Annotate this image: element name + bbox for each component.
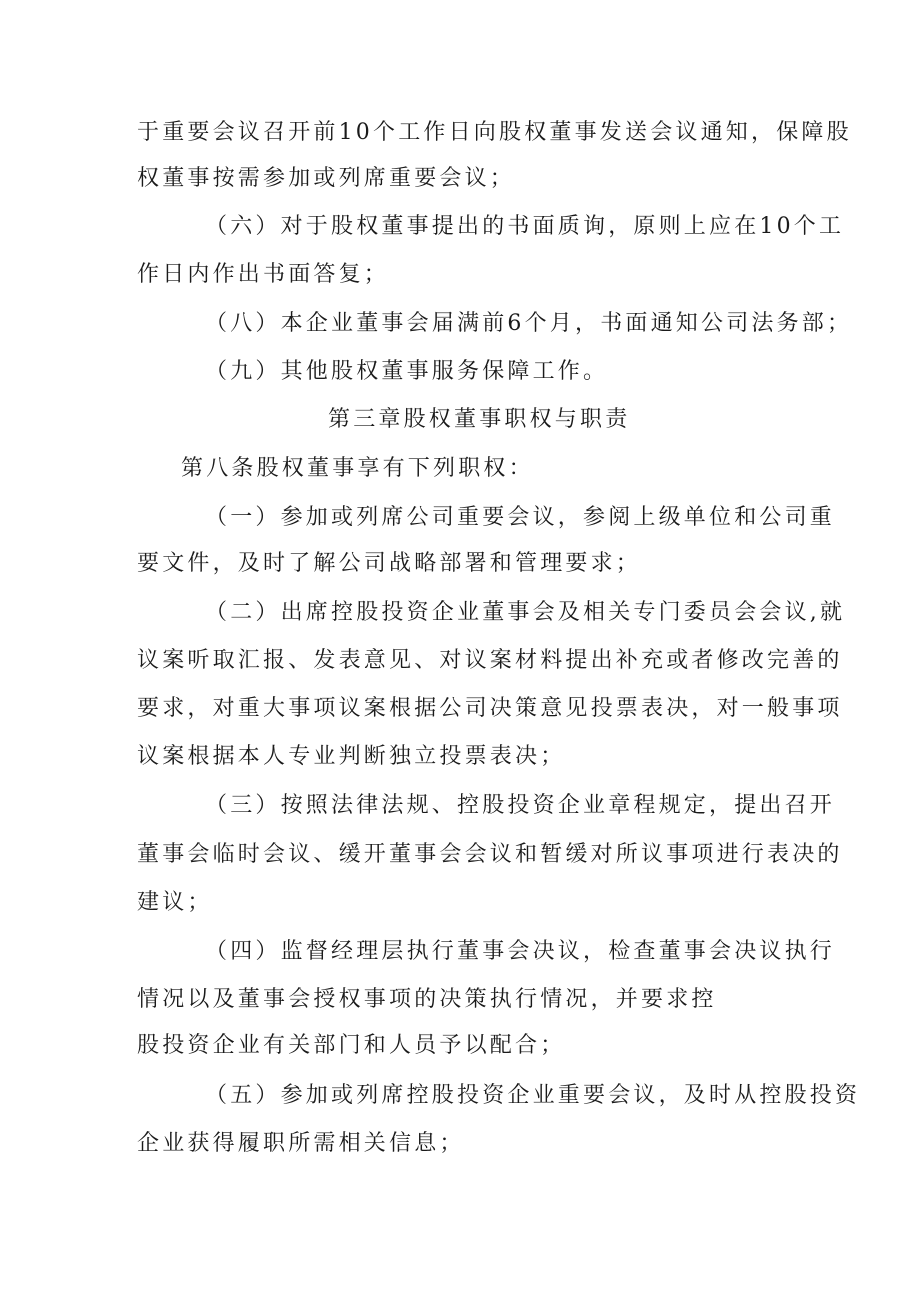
item-three-line-3: 建议； xyxy=(137,890,213,915)
item-four-line-2: 情况以及董事会授权事项的决策执行情况，并要求控 xyxy=(137,987,717,1012)
paragraph-line-2: 权董事按需参加或列席重要会议； xyxy=(137,166,516,191)
item-one-line-2: 要文件，及时了解公司战略部署和管理要求； xyxy=(137,551,642,576)
item-six-line-1: （六）对于股权董事提出的书面质询，原则上应在10个工 xyxy=(205,214,845,239)
item-five-line-1: （五）参加或列席控股投资企业重要会议，及时从控股投资 xyxy=(205,1083,861,1108)
item-two-line-2: 议案听取汇报、发表意见、对议案材料提出补充或者修改完善的 xyxy=(137,648,843,673)
item-five-line-2: 企业获得履职所需相关信息； xyxy=(137,1131,465,1156)
item-one-line-1: （一）参加或列席公司重要会议，参阅上级单位和公司重 xyxy=(205,505,836,530)
item-two-line-3: 要求，对重大事项议案根据公司决策意见投票表决，对一般事项 xyxy=(137,696,843,721)
chapter-heading: 第三章股权董事职权与职责 xyxy=(328,407,631,432)
paragraph-line-1: 于重要会议召开前10个工作日向股权董事发送会议通知，保障股 xyxy=(137,120,852,145)
article-heading: 第八条股权董事享有下列职权： xyxy=(181,456,534,481)
item-four-line-1: （四）监督经理层执行董事会决议，检查董事会决议执行 xyxy=(205,939,836,964)
item-four-line-3: 股投资企业有关部门和人员予以配合； xyxy=(137,1033,566,1058)
item-three-line-1: （三）按照法律法规、控股投资企业章程规定，提出召开 xyxy=(205,793,836,818)
item-two-line-4: 议案根据本人专业判断独立投票表决； xyxy=(137,744,566,769)
item-nine-line: （九）其他股权董事服务保障工作。 xyxy=(205,359,609,384)
item-three-line-2: 董事会临时会议、缓开董事会会议和暂缓对所议事项进行表决的 xyxy=(137,842,843,867)
item-eight-line: （八）本企业董事会届满前6个月，书面通知公司法务部； xyxy=(205,311,853,336)
item-six-line-2: 作日内作出书面答复； xyxy=(137,262,390,287)
item-two-line-1: （二）出席控股投资企业董事会及相关专门委员会会议,就 xyxy=(205,600,846,625)
